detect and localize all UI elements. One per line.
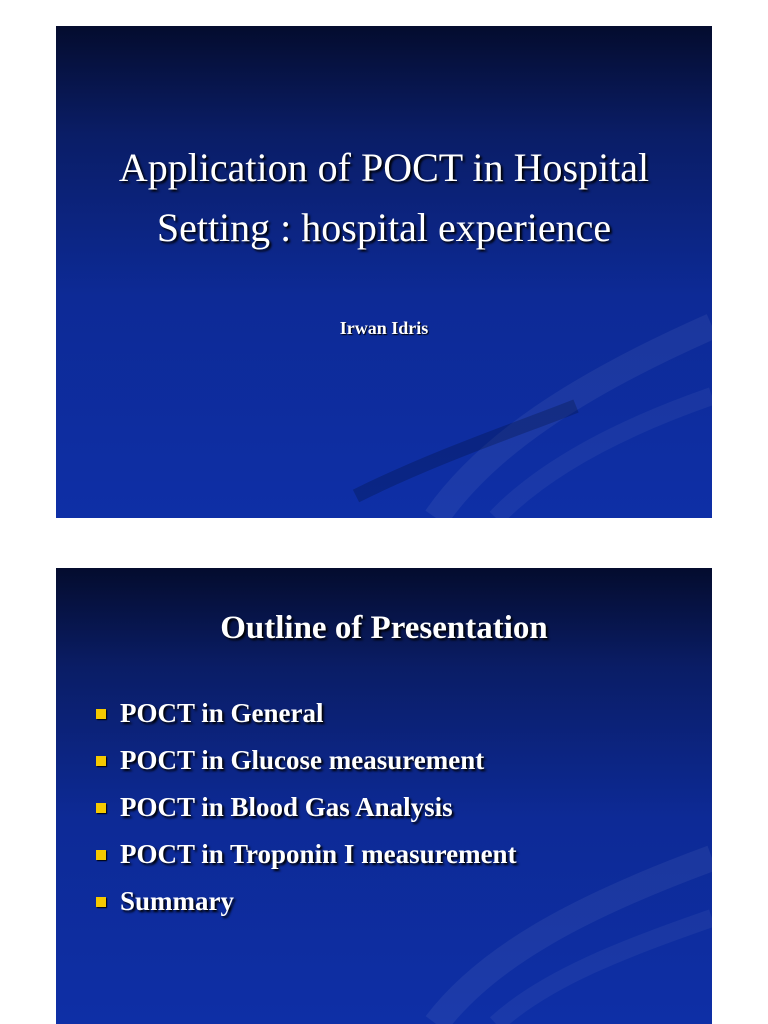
title-slide: [56, 26, 712, 518]
square-bullet-icon: [96, 850, 106, 860]
square-bullet-icon: [96, 709, 106, 719]
list-item-label: POCT in Troponin I measurement: [120, 839, 517, 869]
list-item-label: Summary: [120, 886, 234, 916]
list-item-label: POCT in General: [120, 698, 324, 728]
bullet-list: [96, 690, 517, 925]
slide-title: Application of POCT in Hospital Setting : hospital experience: [118, 145, 650, 250]
list-item: [96, 737, 517, 784]
list-item-label: POCT in Glucose measurement: [120, 745, 485, 775]
outline-slide: [56, 568, 712, 1024]
square-bullet-icon: [96, 803, 106, 813]
list-item: [96, 831, 517, 878]
list-item: [96, 878, 517, 925]
square-bullet-icon: [96, 756, 106, 766]
slide-title: Outline of Presentation: [220, 610, 548, 646]
list-item-label: POCT in Blood Gas Analysis: [120, 792, 453, 822]
list-item: [96, 690, 517, 737]
author-name: Irwan Idris: [339, 318, 429, 338]
background-swoosh-decoration: [56, 26, 712, 518]
square-bullet-icon: [96, 897, 106, 907]
list-item: [96, 784, 517, 831]
